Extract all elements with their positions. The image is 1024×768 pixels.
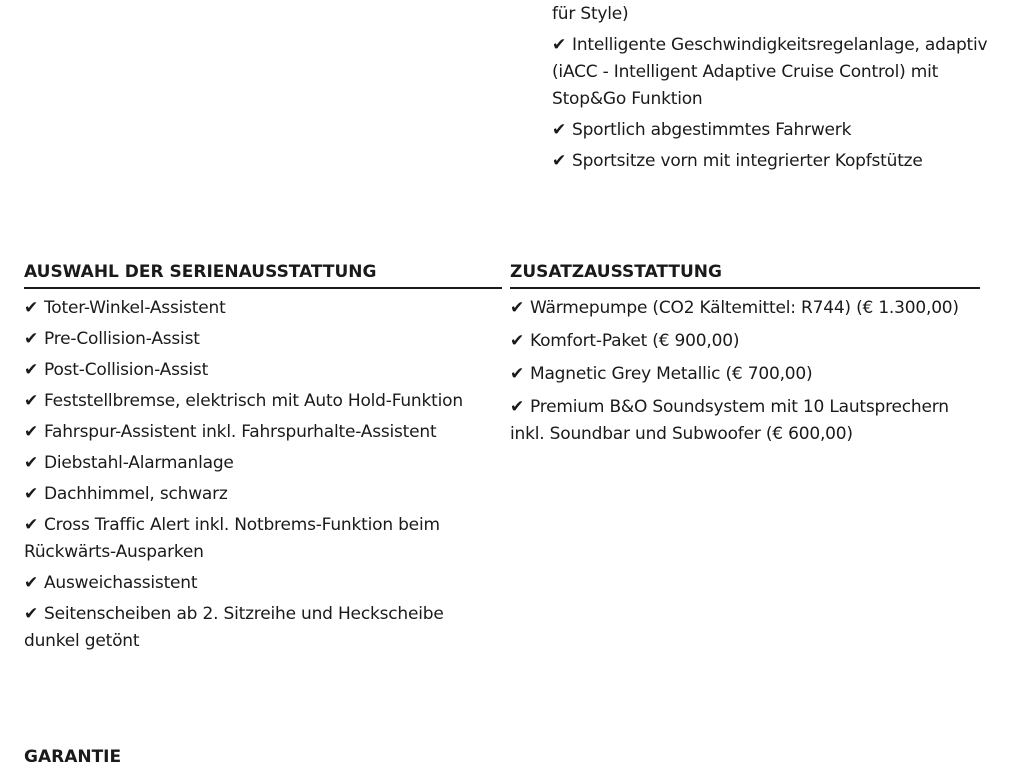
list-item xyxy=(24,570,502,597)
serienausstattung-section xyxy=(24,258,502,659)
list-item-text: Wärmepumpe (CO2 Kältemittel: R744) (€ 1.300,00) xyxy=(530,298,959,318)
list-item-continuation: für Style) xyxy=(552,4,629,24)
list-item-text: Ausweichassistent xyxy=(44,573,198,593)
list-item-text: Intelligente Geschwindigkeitsregelanlage, adaptiv (iACC - Intelligent Adaptive Cruise Control) mit Stop&Go Funktion xyxy=(552,35,988,109)
list-item-text: Feststellbremse, elektrisch mit Auto Hold-Funktion xyxy=(44,391,463,411)
list-item xyxy=(24,326,502,353)
list-item-text: Diebstahl-Alarmanlage xyxy=(44,453,234,473)
checkmark-icon: ✔ xyxy=(24,329,39,349)
list-item-text: Toter-Winkel-Assistent xyxy=(44,298,226,318)
list-item xyxy=(24,512,502,566)
checkmark-icon: ✔ xyxy=(24,422,39,442)
checkmark-icon: ✔ xyxy=(510,298,525,318)
list-item-text: Magnetic Grey Metallic (€ 700,00) xyxy=(530,364,813,384)
checkmark-icon: ✔ xyxy=(552,120,567,140)
list-item xyxy=(552,148,992,175)
checkmark-icon: ✔ xyxy=(552,35,567,55)
list-item xyxy=(24,295,502,322)
list-item xyxy=(24,419,502,446)
checkmark-icon: ✔ xyxy=(24,604,39,624)
list-item xyxy=(510,394,980,448)
list-item xyxy=(510,361,980,388)
list-item xyxy=(24,450,502,477)
list-item xyxy=(24,481,502,508)
list-item-text: Sportsitze vorn mit integrierter Kopfstütze xyxy=(572,151,923,171)
checkmark-icon: ✔ xyxy=(552,151,567,171)
list-item-text: Dachhimmel, schwarz xyxy=(44,484,228,504)
section-heading: ZUSATZAUSSTATTUNG xyxy=(510,258,980,289)
list-item-text: Cross Traffic Alert inkl. Notbrems-Funktion beim Rückwärts-Ausparken xyxy=(24,515,440,562)
list-item xyxy=(552,117,992,144)
section-heading: AUSWAHL DER SERIENAUSSTATTUNG xyxy=(24,258,502,289)
list-item-text: Pre-Collision-Assist xyxy=(44,329,200,349)
checkmark-icon: ✔ xyxy=(24,573,39,593)
checkmark-icon: ✔ xyxy=(24,391,39,411)
checkmark-icon: ✔ xyxy=(24,298,39,318)
top-feature-list xyxy=(552,1,992,179)
list-item xyxy=(510,328,980,355)
garantie-heading: GARANTIE xyxy=(24,747,122,767)
list-item xyxy=(510,295,980,322)
list-item-text: Post-Collision-Assist xyxy=(44,360,209,380)
checkmark-icon: ✔ xyxy=(510,397,525,417)
checkmark-icon: ✔ xyxy=(24,453,39,473)
checkmark-icon: ✔ xyxy=(24,360,39,380)
list-item xyxy=(24,601,502,655)
list-item-text: Premium B&O Soundsystem mit 10 Lautsprechern inkl. Soundbar und Subwoofer (€ 600,00) xyxy=(510,397,949,444)
list-item-text: Fahrspur-Assistent inkl. Fahrspurhalte-Assistent xyxy=(44,422,437,442)
list-item-text: Sportlich abgestimmtes Fahrwerk xyxy=(572,120,852,140)
list-item xyxy=(24,388,502,415)
checkmark-icon: ✔ xyxy=(510,331,525,351)
list-item xyxy=(24,357,502,384)
list-item-text: Seitenscheiben ab 2. Sitzreihe und Heckscheibe dunkel getönt xyxy=(24,604,444,651)
zusatzausstattung-section xyxy=(510,258,980,454)
checkmark-icon: ✔ xyxy=(24,515,39,535)
list-item xyxy=(552,32,992,113)
list-item-text: Komfort-Paket (€ 900,00) xyxy=(530,331,740,351)
checkmark-icon: ✔ xyxy=(510,364,525,384)
checkmark-icon: ✔ xyxy=(24,484,39,504)
